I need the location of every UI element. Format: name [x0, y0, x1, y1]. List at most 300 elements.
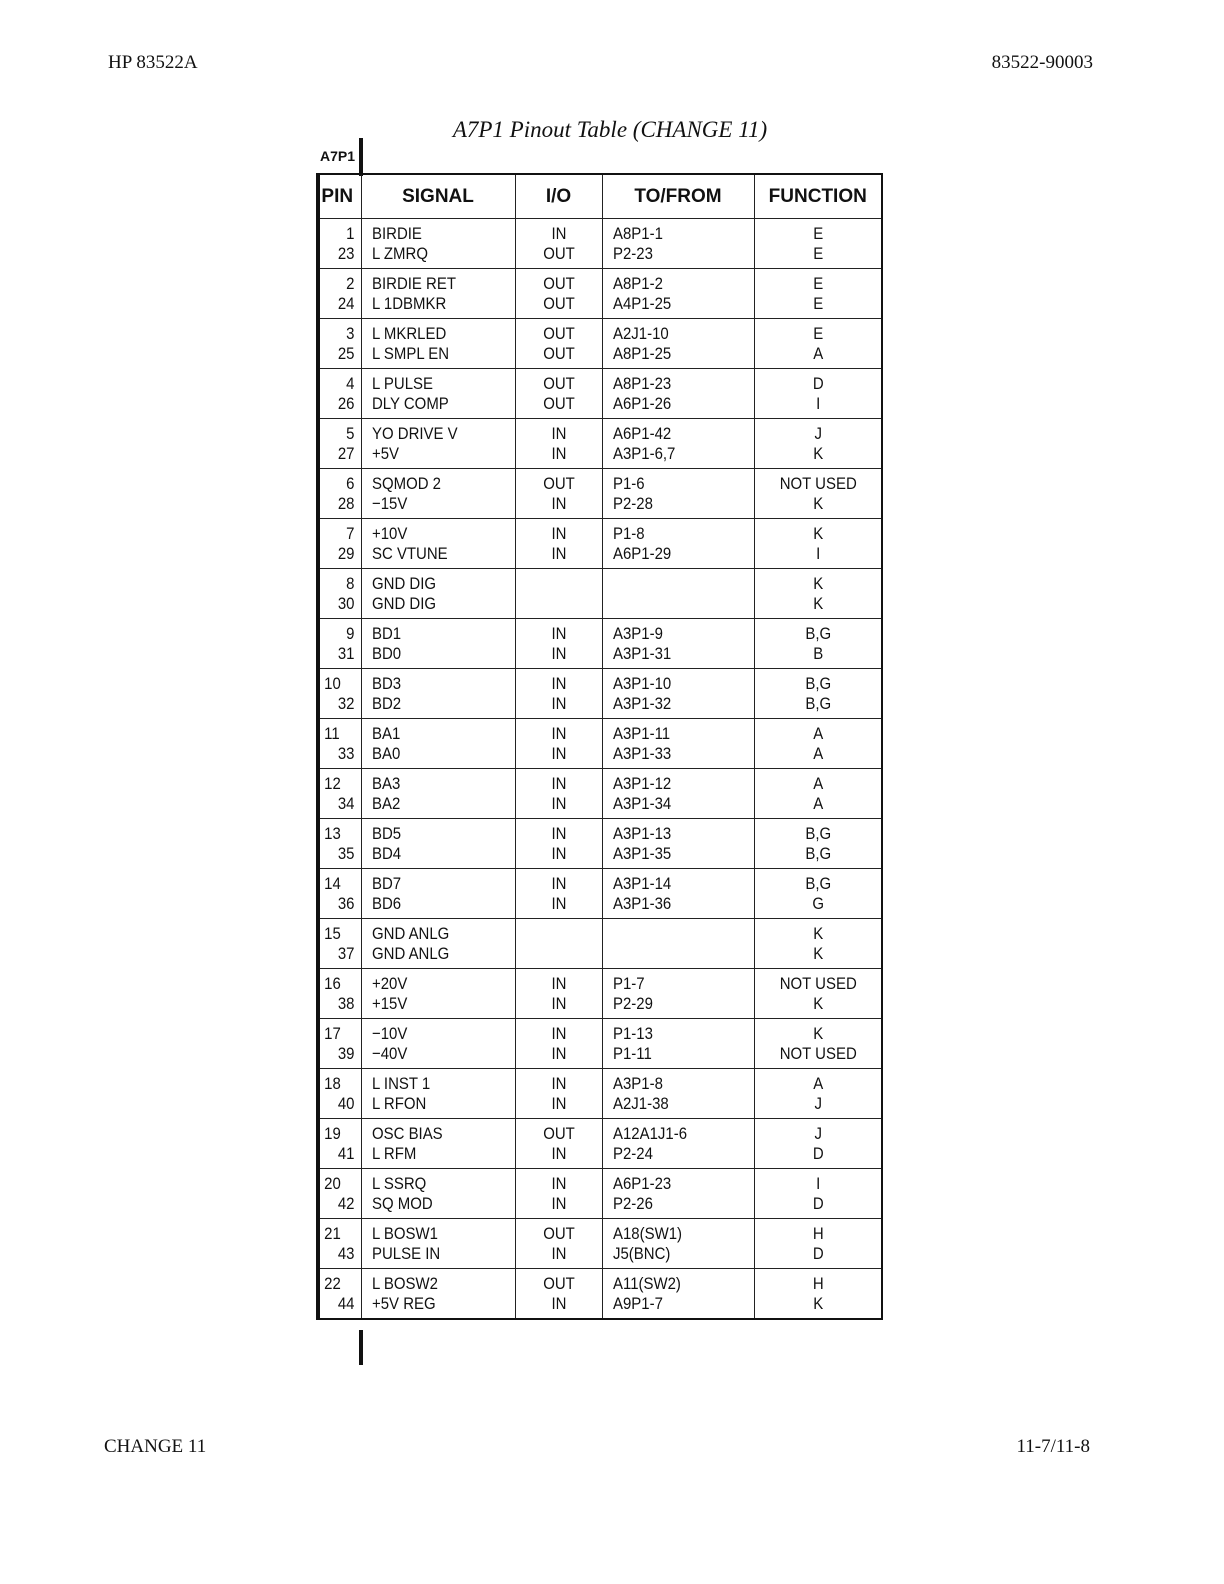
cell-pin	[318, 219, 361, 269]
cell-function	[754, 1119, 882, 1169]
function-value: B,G	[804, 693, 831, 713]
cell-signal	[361, 1219, 515, 1269]
cell-pin	[318, 669, 361, 719]
cell-to-from	[602, 519, 754, 569]
io-value: IN	[551, 1073, 566, 1093]
function-value: K	[812, 993, 823, 1013]
function-value: NOT USED	[779, 1043, 857, 1063]
cell-signal	[361, 269, 515, 319]
cell-signal	[361, 1269, 515, 1320]
function-value: J	[814, 423, 822, 443]
function-value: K	[812, 593, 823, 613]
pin-value: 29	[337, 543, 355, 563]
cell-function	[754, 569, 882, 619]
cell-io	[515, 1219, 602, 1269]
cell-to-from	[602, 1269, 754, 1320]
cell-to-from	[602, 1169, 754, 1219]
pin-value: 34	[337, 793, 355, 813]
signal-value: GND DIG	[371, 573, 436, 593]
to-from-value: A3P1-9	[612, 623, 663, 643]
signal-value: −40V	[371, 1043, 407, 1063]
cell-to-from	[602, 1069, 754, 1119]
io-value	[521, 574, 597, 594]
signal-value: OSC BIAS	[371, 1123, 443, 1143]
to-from-value: A8P1-1	[612, 223, 663, 243]
to-from-value: A8P1-23	[612, 373, 671, 393]
pin-value: 16	[324, 973, 341, 993]
column-header-pin: PIN	[318, 174, 361, 219]
cell-function	[754, 769, 882, 819]
cell-signal	[361, 519, 515, 569]
io-value: IN	[551, 823, 566, 843]
cell-to-from	[602, 219, 754, 269]
function-value: J	[814, 1123, 822, 1143]
to-from-value: A3P1-36	[612, 893, 671, 913]
table-row	[318, 419, 882, 469]
cell-io	[515, 819, 602, 869]
io-value: IN	[551, 973, 566, 993]
pin-value: 27	[337, 443, 355, 463]
to-from-value: A6P1-42	[612, 423, 671, 443]
io-value: OUT	[542, 1223, 575, 1243]
to-from-value: P1-13	[612, 1023, 653, 1043]
function-value: D	[812, 1193, 824, 1213]
column-header-io: I/O	[515, 174, 602, 219]
io-value: IN	[551, 693, 566, 713]
cell-io	[515, 969, 602, 1019]
cell-function	[754, 269, 882, 319]
page-title: A7P1 Pinout Table (CHANGE 11)	[452, 117, 768, 142]
cell-to-from	[602, 319, 754, 369]
cell-signal	[361, 469, 515, 519]
cell-pin	[318, 1169, 361, 1219]
to-from-value: A18(SW1)	[612, 1223, 682, 1243]
table-row	[318, 919, 882, 969]
signal-value: −15V	[371, 493, 407, 513]
cell-io	[515, 619, 602, 669]
pin-value: 44	[337, 1293, 355, 1313]
to-from-value: P1-7	[612, 973, 645, 993]
cell-io	[515, 369, 602, 419]
cell-to-from	[602, 1119, 754, 1169]
cell-pin	[318, 719, 361, 769]
pin-value: 36	[337, 893, 355, 913]
io-value: OUT	[542, 323, 575, 343]
signal-value: BA3	[371, 773, 400, 793]
pin-value: 43	[337, 1243, 355, 1263]
function-value: K	[812, 493, 823, 513]
table-row	[318, 319, 882, 369]
table-row	[318, 469, 882, 519]
signal-value: L BOSW2	[371, 1273, 438, 1293]
io-value: OUT	[542, 473, 575, 493]
pin-value: 28	[337, 493, 355, 513]
pin-value: 38	[337, 993, 355, 1013]
signal-value: GND ANLG	[371, 943, 449, 963]
to-from-value: A3P1-8	[612, 1073, 663, 1093]
pin-value: 23	[337, 243, 355, 263]
table-row	[318, 669, 882, 719]
io-value: IN	[551, 893, 566, 913]
cell-io	[515, 919, 602, 969]
cell-to-from	[602, 619, 754, 669]
to-from-value: P1-6	[612, 473, 645, 493]
table-row	[318, 969, 882, 1019]
signal-value: DLY COMP	[371, 393, 449, 413]
signal-value: YO DRIVE V	[371, 423, 458, 443]
table-header-row	[318, 174, 882, 219]
io-value: IN	[551, 423, 566, 443]
column-header-signal: SIGNAL	[361, 174, 515, 219]
header-model: HP 83522A	[108, 52, 198, 73]
cell-pin	[318, 619, 361, 669]
function-value: K	[812, 443, 823, 463]
function-value: I	[815, 543, 820, 563]
cell-signal	[361, 969, 515, 1019]
connector-bar-top	[359, 138, 363, 176]
signal-value: L RFM	[371, 1143, 416, 1163]
signal-value: BA2	[371, 793, 400, 813]
signal-value: BIRDIE RET	[371, 273, 456, 293]
table-row	[318, 1169, 882, 1219]
io-value: OUT	[542, 1123, 575, 1143]
signal-value: L RFON	[371, 1093, 426, 1113]
pin-value: 26	[337, 393, 355, 413]
function-value: K	[812, 943, 823, 963]
cell-io	[515, 769, 602, 819]
signal-value: L INST 1	[371, 1073, 430, 1093]
to-from-value: P2-24	[612, 1143, 653, 1163]
cell-function	[754, 1269, 882, 1320]
to-from-value: A6P1-23	[612, 1173, 671, 1193]
cell-pin	[318, 319, 361, 369]
cell-signal	[361, 219, 515, 269]
cell-pin	[318, 819, 361, 869]
cell-signal	[361, 919, 515, 969]
cell-pin	[318, 519, 361, 569]
cell-to-from	[602, 1019, 754, 1069]
io-value: IN	[551, 1023, 566, 1043]
cell-pin	[318, 1019, 361, 1069]
cell-function	[754, 819, 882, 869]
cell-io	[515, 1069, 602, 1119]
function-value: I	[815, 393, 820, 413]
function-value: A	[812, 793, 823, 813]
pin-value: 9	[346, 623, 355, 643]
function-value: B,G	[804, 873, 831, 893]
pin-value: 35	[337, 843, 355, 863]
function-value: A	[812, 773, 823, 793]
cell-to-from	[602, 1219, 754, 1269]
function-value: K	[812, 523, 823, 543]
function-value: A	[812, 343, 823, 363]
cell-pin	[318, 419, 361, 469]
pin-value: 4	[346, 373, 355, 393]
signal-value: BD3	[371, 673, 401, 693]
cell-io	[515, 419, 602, 469]
signal-value: L SMPL EN	[371, 343, 449, 363]
cell-signal	[361, 1069, 515, 1119]
signal-value: +5V	[371, 443, 399, 463]
signal-value: BA1	[371, 723, 400, 743]
signal-value: BIRDIE	[371, 223, 422, 243]
io-value: IN	[551, 443, 566, 463]
cell-io	[515, 319, 602, 369]
to-from-value: A3P1-10	[612, 673, 671, 693]
cell-function	[754, 369, 882, 419]
to-from-value: A3P1-12	[612, 773, 671, 793]
cell-signal	[361, 719, 515, 769]
signal-value: +10V	[371, 523, 407, 543]
to-from-value	[613, 574, 737, 594]
table-row	[318, 769, 882, 819]
table-row	[318, 1219, 882, 1269]
to-from-value: P2-28	[612, 493, 653, 513]
function-value: K	[812, 573, 823, 593]
cell-function	[754, 969, 882, 1019]
io-value: IN	[551, 1193, 566, 1213]
cell-pin	[318, 919, 361, 969]
pin-value: 1	[346, 223, 355, 243]
io-value: IN	[551, 223, 566, 243]
function-value: I	[815, 1173, 820, 1193]
pin-value: 21	[324, 1223, 341, 1243]
cell-to-from	[602, 369, 754, 419]
to-from-value: A9P1-7	[612, 1293, 663, 1313]
signal-value: −10V	[371, 1023, 407, 1043]
pin-value: 15	[324, 923, 341, 943]
to-from-value: A8P1-2	[612, 273, 663, 293]
io-value: IN	[551, 543, 566, 563]
io-value: IN	[551, 643, 566, 663]
signal-value: L SSRQ	[371, 1173, 426, 1193]
pin-value: 2	[346, 273, 355, 293]
to-from-value: P2-23	[612, 243, 653, 263]
function-value: A	[812, 743, 823, 763]
pin-value: 22	[324, 1273, 341, 1293]
signal-value: BD6	[371, 893, 401, 913]
io-value: IN	[551, 723, 566, 743]
pin-value: 7	[346, 523, 355, 543]
cell-to-from	[602, 969, 754, 1019]
function-value: K	[812, 923, 823, 943]
io-value: IN	[551, 873, 566, 893]
io-value: OUT	[542, 273, 575, 293]
pin-value: 41	[337, 1143, 355, 1163]
pin-value: 25	[337, 343, 355, 363]
cell-function	[754, 919, 882, 969]
cell-to-from	[602, 719, 754, 769]
io-value: IN	[551, 523, 566, 543]
pin-value: 39	[337, 1043, 355, 1063]
signal-value: L 1DBMKR	[371, 293, 446, 313]
pin-value: 37	[337, 943, 355, 963]
cell-signal	[361, 1119, 515, 1169]
pin-value: 30	[337, 593, 355, 613]
pin-value: 8	[346, 573, 355, 593]
signal-value: BD0	[371, 643, 401, 663]
to-from-value	[613, 594, 737, 614]
function-value: E	[812, 223, 823, 243]
cell-pin	[318, 1269, 361, 1320]
cell-to-from	[602, 769, 754, 819]
to-from-value: A2J1-38	[612, 1093, 669, 1113]
header-part-number: 83522-90003	[991, 52, 1093, 73]
cell-function	[754, 619, 882, 669]
cell-pin	[318, 1069, 361, 1119]
to-from-value: A3P1-32	[612, 693, 671, 713]
pin-value: 42	[337, 1193, 355, 1213]
pin-value: 5	[346, 423, 355, 443]
connector-bar-bottom	[359, 1330, 363, 1365]
io-value: IN	[551, 1243, 566, 1263]
signal-value: BD5	[371, 823, 401, 843]
signal-value: BD1	[371, 623, 401, 643]
to-from-value	[613, 944, 737, 964]
cell-signal	[361, 569, 515, 619]
cell-pin	[318, 769, 361, 819]
io-value: OUT	[542, 293, 575, 313]
io-value	[521, 924, 597, 944]
function-value: G	[811, 893, 824, 913]
to-from-value: A3P1-35	[612, 843, 671, 863]
pinout-table	[316, 173, 883, 1320]
function-value: B,G	[804, 823, 831, 843]
io-value: IN	[551, 843, 566, 863]
table-row	[318, 519, 882, 569]
table-row	[318, 269, 882, 319]
io-value: IN	[551, 1173, 566, 1193]
to-from-value: A12A1J1-6	[612, 1123, 687, 1143]
to-from-value: P1-8	[612, 523, 645, 543]
cell-signal	[361, 769, 515, 819]
cell-signal	[361, 1019, 515, 1069]
io-value: IN	[551, 623, 566, 643]
cell-io	[515, 1119, 602, 1169]
io-value: OUT	[542, 343, 575, 363]
io-value	[521, 944, 597, 964]
table-row	[318, 1119, 882, 1169]
cell-function	[754, 719, 882, 769]
pin-value: 19	[324, 1123, 341, 1143]
signal-value: L PULSE	[371, 373, 433, 393]
cell-io	[515, 1019, 602, 1069]
table-row	[318, 1269, 882, 1320]
signal-value: SQMOD 2	[371, 473, 441, 493]
cell-pin	[318, 869, 361, 919]
pin-value: 24	[337, 293, 355, 313]
io-value: IN	[551, 993, 566, 1013]
function-value: E	[812, 293, 823, 313]
cell-io	[515, 469, 602, 519]
function-value: B,G	[804, 623, 831, 643]
cell-to-from	[602, 269, 754, 319]
function-value: E	[812, 273, 823, 293]
to-from-value: P2-29	[612, 993, 653, 1013]
cell-function	[754, 1219, 882, 1269]
cell-function	[754, 419, 882, 469]
cell-signal	[361, 419, 515, 469]
io-value: IN	[551, 1093, 566, 1113]
cell-to-from	[602, 569, 754, 619]
signal-value: +20V	[371, 973, 407, 993]
function-value: D	[812, 1243, 824, 1263]
table-row	[318, 569, 882, 619]
function-value: B	[812, 643, 823, 663]
footer-change: CHANGE 11	[104, 1436, 207, 1457]
cell-io	[515, 869, 602, 919]
signal-value: GND DIG	[371, 593, 436, 613]
table-row	[318, 869, 882, 919]
signal-value: BD2	[371, 693, 401, 713]
io-value: IN	[551, 743, 566, 763]
io-value: IN	[551, 1043, 566, 1063]
function-value: NOT USED	[779, 473, 857, 493]
function-value: D	[812, 373, 824, 393]
io-value: IN	[551, 793, 566, 813]
cell-signal	[361, 869, 515, 919]
signal-value: BD7	[371, 873, 401, 893]
cell-to-from	[602, 669, 754, 719]
to-from-value: P2-26	[612, 1193, 653, 1213]
signal-value: +5V REG	[371, 1293, 436, 1313]
table-row	[318, 219, 882, 269]
column-header-to-from: TO/FROM	[602, 174, 754, 219]
to-from-value: A3P1-6,7	[612, 443, 675, 463]
function-value: H	[812, 1223, 824, 1243]
cell-function	[754, 669, 882, 719]
io-value: OUT	[542, 373, 575, 393]
signal-value: SQ MOD	[371, 1193, 433, 1213]
signal-value: GND ANLG	[371, 923, 449, 943]
cell-function	[754, 519, 882, 569]
io-value: IN	[551, 773, 566, 793]
to-from-value	[613, 924, 737, 944]
cell-to-from	[602, 419, 754, 469]
signal-value: L BOSW1	[371, 1223, 438, 1243]
signal-value: PULSE IN	[371, 1243, 440, 1263]
cell-signal	[361, 619, 515, 669]
io-value: IN	[551, 493, 566, 513]
to-from-value: A3P1-34	[612, 793, 671, 813]
pin-value: 10	[324, 673, 341, 693]
pin-value: 17	[324, 1023, 341, 1043]
cell-io	[515, 669, 602, 719]
table-row	[318, 1019, 882, 1069]
io-value: IN	[551, 1143, 566, 1163]
io-value: IN	[551, 1293, 566, 1313]
connector-label: A7P1	[320, 148, 356, 164]
pin-value: 3	[346, 323, 355, 343]
io-value: OUT	[542, 243, 575, 263]
pin-value: 13	[324, 823, 341, 843]
io-value: IN	[551, 673, 566, 693]
signal-value: L ZMRQ	[371, 243, 428, 263]
io-value	[521, 594, 597, 614]
pin-value: 12	[324, 773, 341, 793]
pin-value: 31	[337, 643, 355, 663]
to-from-value: A8P1-25	[612, 343, 671, 363]
table-row	[318, 369, 882, 419]
cell-signal	[361, 669, 515, 719]
table-body	[318, 219, 882, 1320]
pin-value: 14	[324, 873, 341, 893]
to-from-value: A2J1-10	[612, 323, 669, 343]
footer-page-number: 11-7/11-8	[1016, 1436, 1090, 1457]
cell-to-from	[602, 469, 754, 519]
function-value: A	[812, 1073, 823, 1093]
pin-value: 20	[324, 1173, 341, 1193]
